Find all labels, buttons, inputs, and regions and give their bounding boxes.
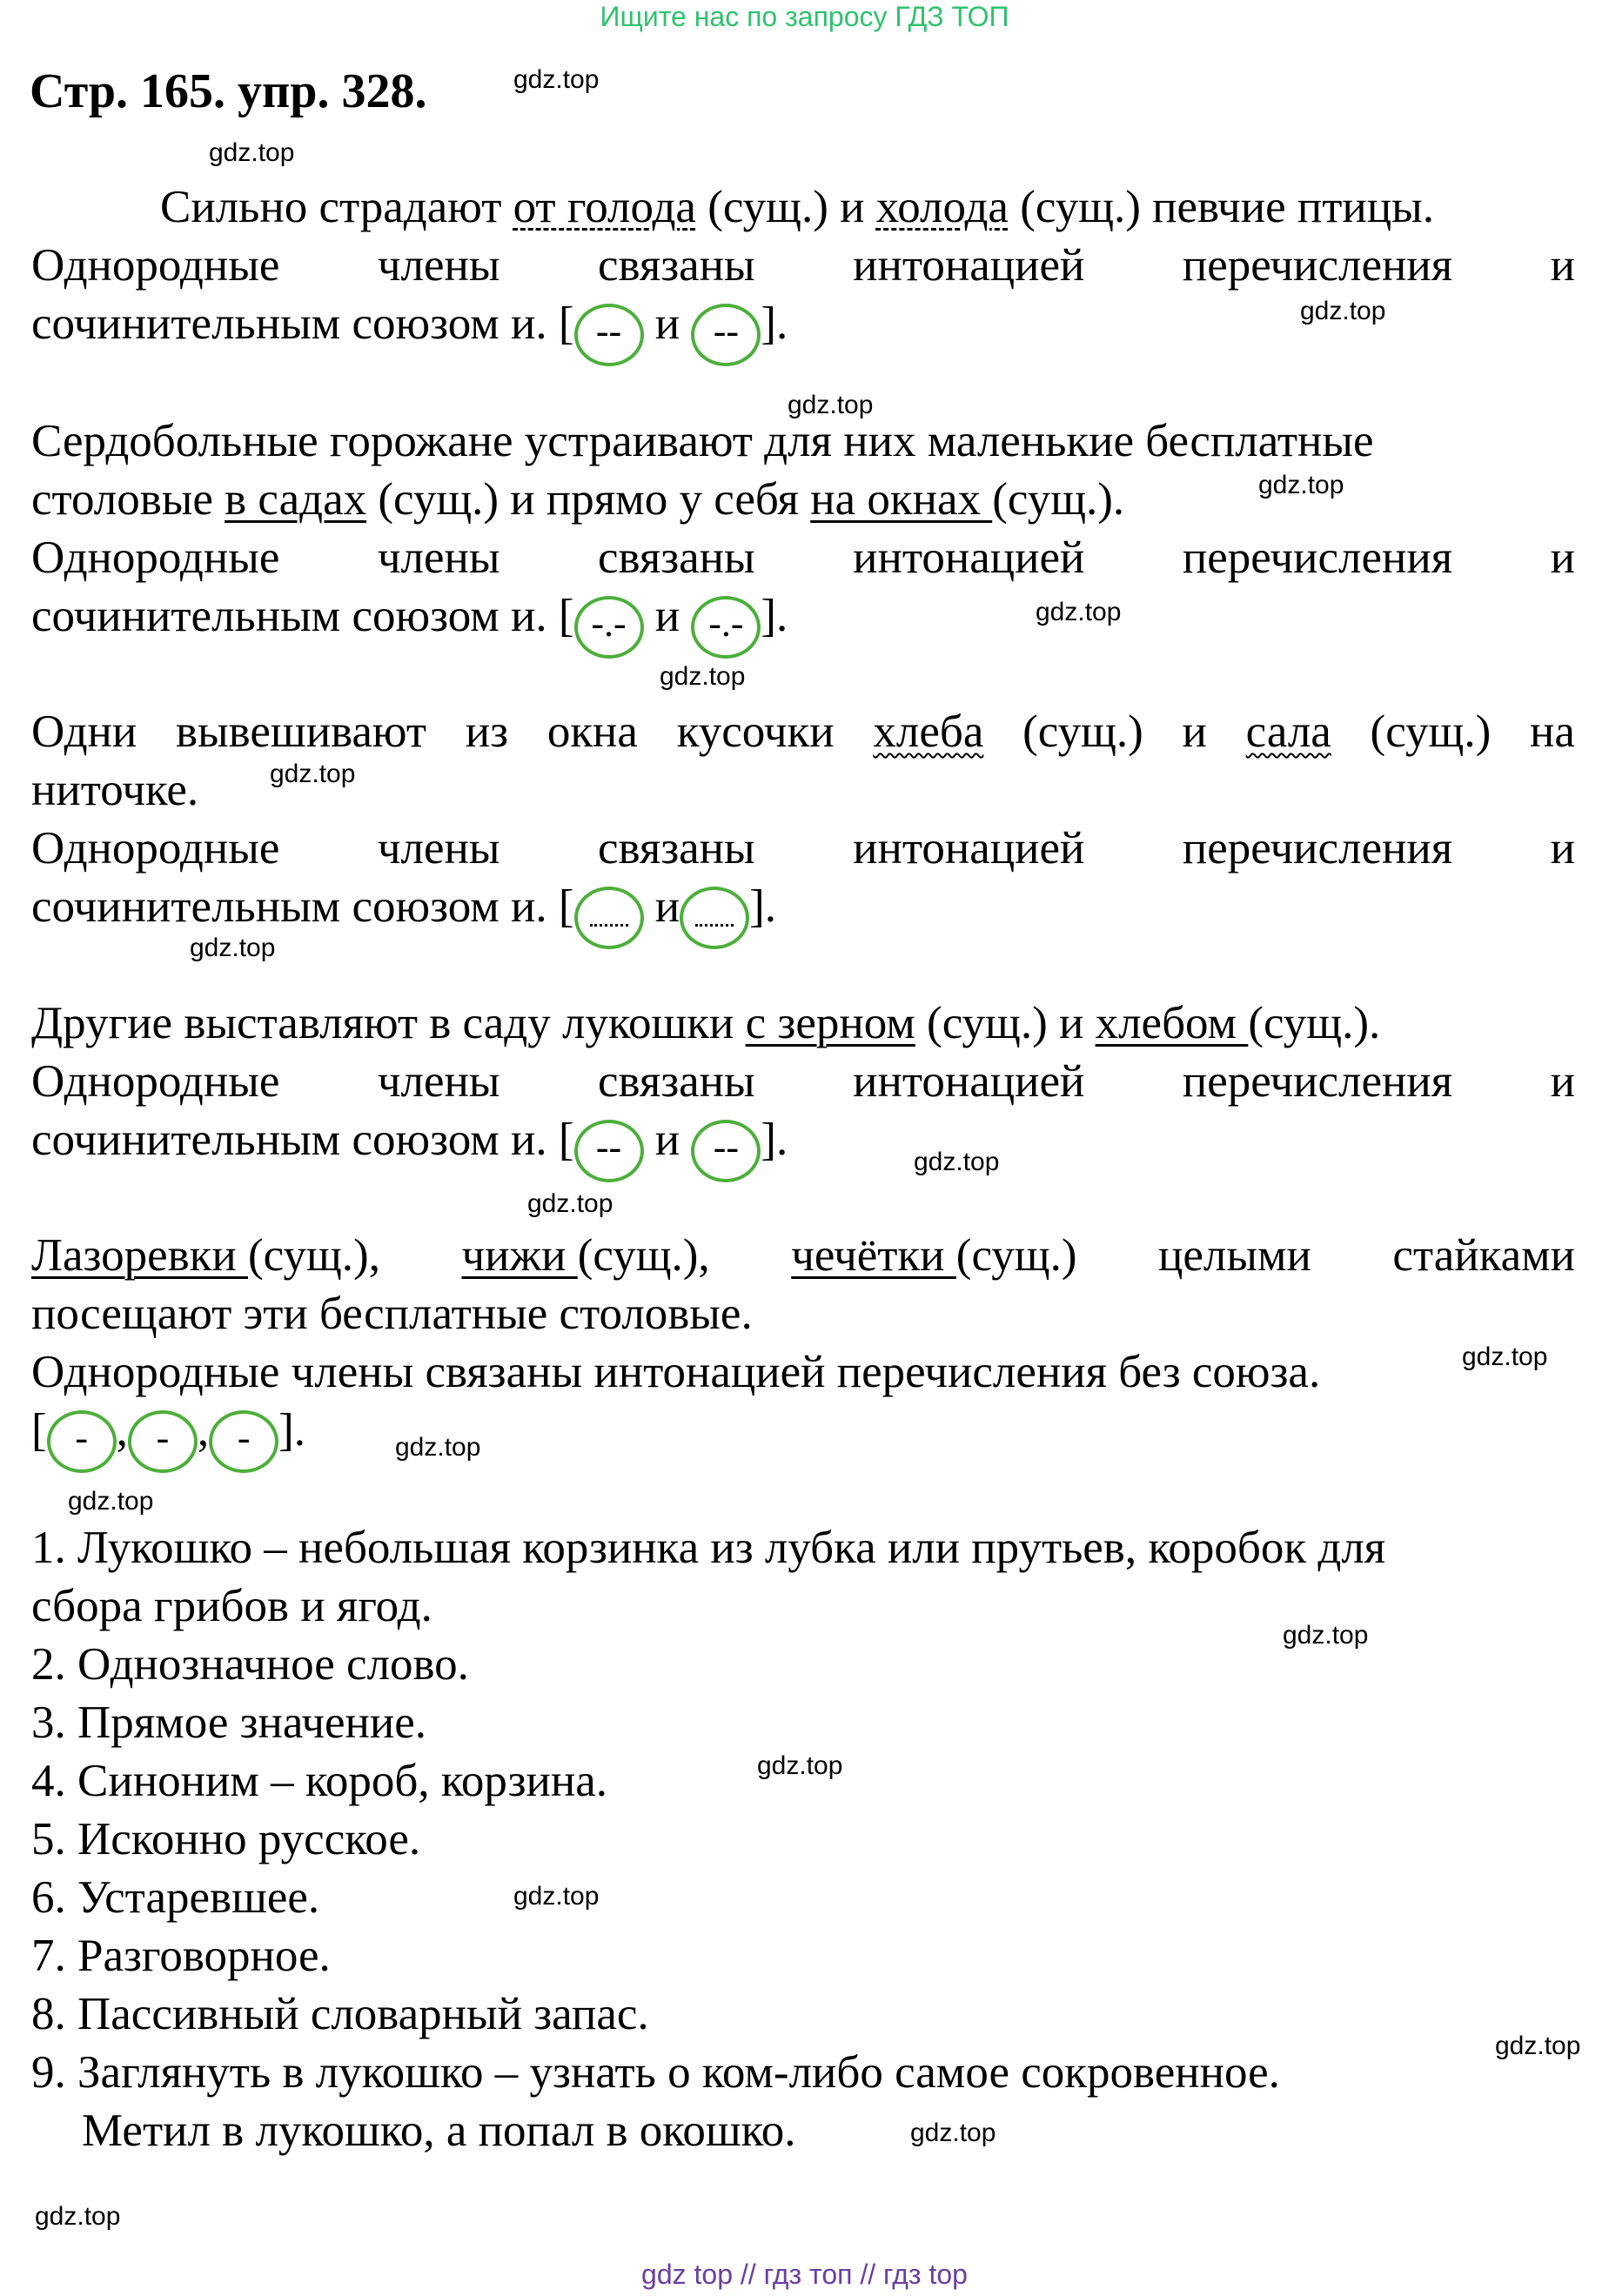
p3-line-3: Однородные члены связаны интонацией перечисления и [31, 823, 1575, 874]
watermark: gdz.top [35, 2202, 121, 2231]
scheme-circle: -- [574, 1120, 644, 1182]
list-item: 8. Пассивный словарный запас. [31, 1989, 649, 2039]
watermark: gdz.top [788, 391, 874, 419]
list-item: Метил в лукошко, а попал в окошко. [82, 2105, 796, 2156]
paragraph-3 [31, 703, 1575, 936]
answers-list [31, 1519, 1575, 2160]
paragraph-2 [31, 412, 1575, 646]
list-item: 2. Однозначное слово. [31, 1639, 469, 1690]
p3-line-2: ниточке. [31, 765, 199, 815]
scheme-circle: -- [574, 304, 644, 366]
watermark: gdz.top [1300, 297, 1386, 325]
watermark: gdz.top [209, 138, 295, 167]
scheme-circle: -.- [691, 596, 761, 659]
list-item: сбора грибов и ягод. [31, 1581, 432, 1631]
scheme-circle: - [128, 1410, 198, 1473]
p5-line-1: Лазоревки (сущ.), чижи (сущ.), чечётки (сущ.) целыми стайками [31, 1230, 1575, 1281]
page-title: Стр. 165. упр. 328. [30, 64, 427, 118]
list-item: 9. Заглянуть в лукошко – узнать о ком-либо самое сокровенное. [31, 2047, 1280, 2098]
watermark: gdz.top [395, 1433, 481, 1462]
list-item: 7. Разговорное. [31, 1931, 331, 1981]
watermark: gdz.top [757, 1751, 843, 1780]
watermark: gdz.top [190, 934, 276, 962]
p2-line-2: столовые в садах (сущ.) и прямо у себя на окнах (сущ.). [31, 474, 1125, 525]
scheme-circle: - [209, 1410, 278, 1473]
watermark: gdz.top [270, 760, 356, 788]
p4-line-1: Другие выставляют в саду лукошки с зерном (сущ.) и хлебом (сущ.). [31, 998, 1381, 1048]
watermark: gdz.top [513, 65, 600, 94]
list-item: 1. Лукошко – небольшая корзинка из лубка или прутьев, коробок для [31, 1523, 1386, 1573]
p2-line-1: Сердобольные горожане устраивают для них маленькие бесплатные [31, 416, 1374, 466]
watermark: gdz.top [1283, 1621, 1369, 1650]
p1-line-1: Сильно страдают от голода (сущ.) и холода (сущ.) певчие птицы. [160, 182, 1434, 232]
list-item: 6. Устаревшее. [31, 1872, 320, 1923]
list-item: 4. Синоним – короб, корзина. [31, 1756, 608, 1806]
p2-line-4: сочинительным союзом и. [ -.- и -.- ]. [31, 587, 1575, 646]
p5-line-4: [ - , - , - ]. [31, 1402, 1575, 1460]
p4-line-2: Однородные члены связаны интонацией перечисления и [31, 1056, 1575, 1107]
list-item: 3. Прямое значение. [31, 1697, 426, 1748]
footer-banner[interactable]: gdz top // гдз топ // гдз top [641, 2259, 968, 2290]
p3-line-1: Одни вывешивают из окна кусочки хлеба (сущ.) и сала (сущ.) на [31, 706, 1575, 757]
watermark: gdz.top [527, 1189, 613, 1218]
search-banner[interactable]: Ищите нас по запросу ГДЗ ТОП [600, 1, 1009, 32]
p5-line-3: Однородные члены связаны интонацией перечисления без союза. [31, 1347, 1321, 1397]
p2-line-3: Однородные члены связаны интонацией перечисления и [31, 532, 1575, 583]
scheme-circle: -.- [574, 596, 644, 659]
p1-line-3: сочинительным союзом и. [ -- и -- ]. [31, 295, 1575, 353]
watermark: gdz.top [1462, 1342, 1548, 1371]
paragraph-5 [31, 1227, 1575, 1460]
watermark: gdz.top [513, 1882, 600, 1911]
watermark: gdz.top [660, 662, 746, 691]
p5-line-2: посещают эти бесплатные столовые. [31, 1289, 753, 1339]
watermark: gdz.top [1036, 598, 1122, 626]
list-item: 5. Исконно русское. [31, 1814, 421, 1864]
paragraph-4 [31, 994, 1575, 1169]
scheme-circle-wavy [574, 887, 644, 949]
watermark: gdz.top [914, 1148, 1000, 1176]
scheme-circle: - [47, 1410, 117, 1473]
p4-line-3: сочинительным союзом и. [ -- и -- ]. [31, 1111, 1575, 1169]
scheme-circle: -- [691, 304, 761, 366]
watermark: gdz.top [910, 2119, 996, 2147]
watermark: gdz.top [1258, 471, 1344, 499]
p1-line-2: Однородные члены связаны интонацией перечисления и [31, 240, 1575, 291]
scheme-circle: -- [691, 1120, 761, 1182]
watermark: gdz.top [68, 1487, 154, 1516]
p3-line-4: сочинительным союзом и. [ и ]. [31, 878, 1575, 936]
scheme-circle-wavy [680, 887, 749, 949]
watermark: gdz.top [1495, 2032, 1581, 2060]
